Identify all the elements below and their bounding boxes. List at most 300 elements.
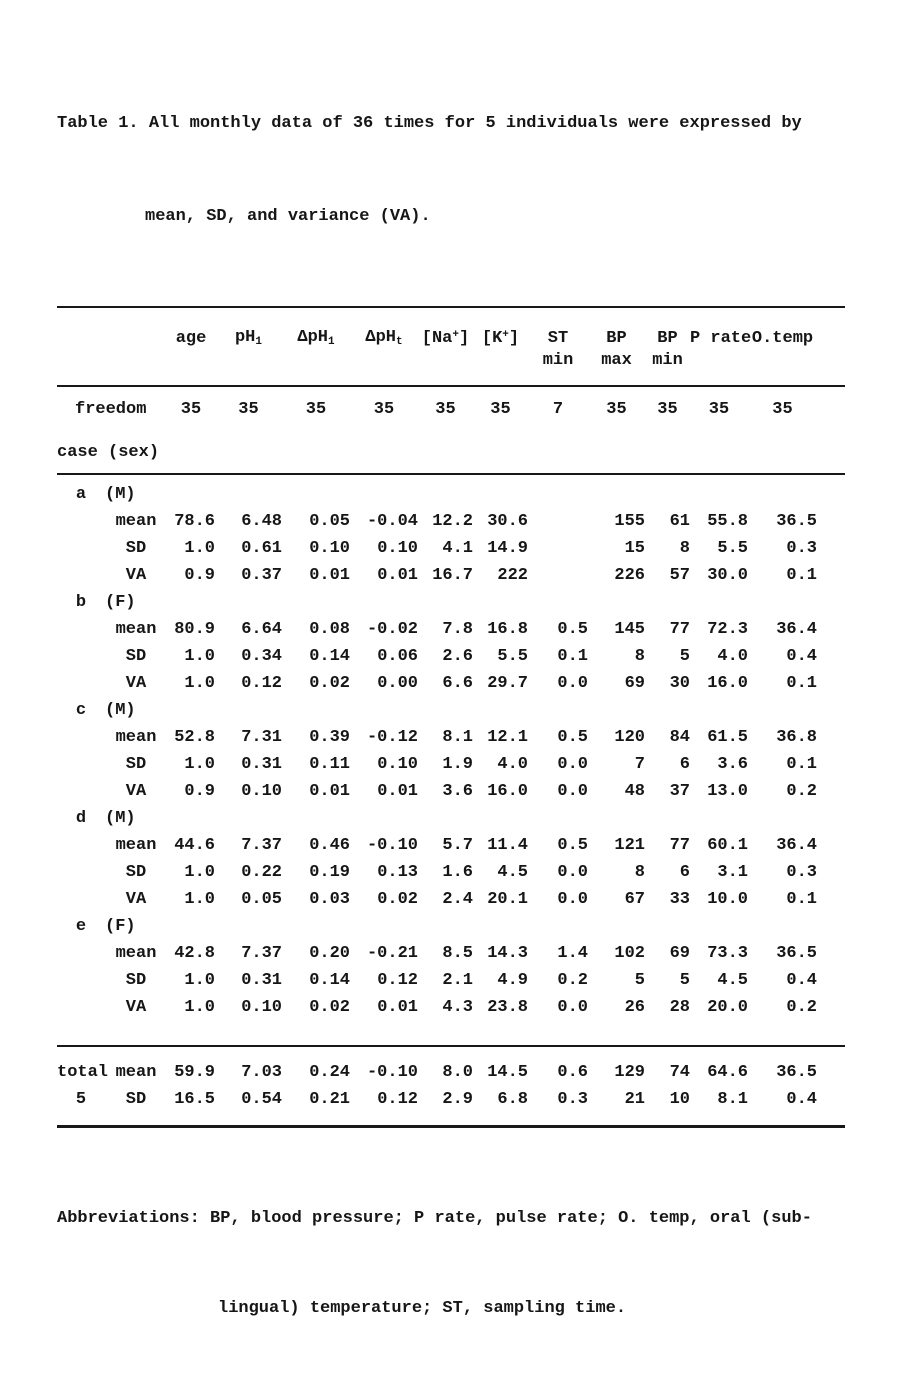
stat-label: VA	[125, 890, 147, 909]
empty-cell	[748, 697, 817, 724]
empty-cell	[57, 535, 105, 562]
case-sex: (M)	[105, 809, 136, 828]
table-cell: 0.10	[241, 998, 282, 1017]
empty-cell	[57, 508, 105, 535]
empty-cell	[473, 589, 528, 616]
table-cell	[528, 562, 588, 589]
col-header-bp-max	[588, 307, 645, 349]
col-header-ph-1	[215, 307, 282, 349]
col-header-subscript: 1	[255, 336, 262, 348]
spacer-cell	[817, 724, 845, 751]
table-cell: 1.0	[184, 539, 215, 558]
table-cell: 4.0	[497, 755, 528, 774]
table-cell: 1.9	[442, 755, 473, 774]
table-cell: 121	[614, 836, 645, 855]
empty-cell	[690, 589, 748, 616]
table-cell: 1.4	[557, 944, 588, 963]
table-cell: 222	[497, 566, 528, 585]
case-letter: c	[75, 701, 87, 720]
table-cell: 0.24	[309, 1063, 350, 1082]
table-cell: 16.0	[707, 674, 748, 693]
table-cell: 4.5	[717, 971, 748, 990]
col-header-p-rate	[690, 307, 752, 349]
col-header-text: P rate	[690, 329, 752, 348]
empty-cell	[57, 886, 105, 913]
total-row	[57, 1086, 845, 1127]
table-cell: 0.39	[309, 728, 350, 747]
empty-cell	[57, 562, 105, 589]
table-cell: 0.3	[557, 1090, 588, 1109]
table-cell: -0.12	[366, 728, 418, 747]
col-header-bp-max-line2: max	[601, 351, 632, 370]
table-cell: 120	[614, 728, 645, 747]
data-table	[57, 306, 845, 1128]
table-cell: 0.2	[786, 782, 817, 801]
col-header-text: O.temp	[751, 329, 814, 348]
table-cell: 8	[634, 863, 645, 882]
table-cell: 36.4	[776, 620, 817, 639]
empty-cell	[57, 967, 105, 994]
empty-cell	[57, 940, 105, 967]
table-cell: 13.0	[707, 782, 748, 801]
freedom-value: 35	[435, 399, 456, 419]
column-header-row-2	[57, 349, 845, 386]
empty-cell	[215, 697, 282, 724]
case-letter: d	[75, 809, 87, 828]
abbreviations-line1: Abbreviations: BP, blood pressure; P rate, pulse rate; O. temp, oral (sub-	[57, 1209, 812, 1228]
stat-row	[57, 616, 845, 643]
empty-cell	[57, 778, 105, 805]
col-header-text: age	[175, 329, 207, 348]
table-cell: 0.02	[309, 674, 350, 693]
table-cell: 30.6	[487, 512, 528, 531]
table-cell: 1.0	[184, 971, 215, 990]
table-cell: 8.1	[442, 728, 473, 747]
spacer-cell	[817, 474, 845, 508]
table-cell: 0.14	[309, 647, 350, 666]
table-cell: 0.9	[184, 782, 215, 801]
table-cell: 4.5	[497, 863, 528, 882]
table-cell: 8.1	[717, 1090, 748, 1109]
table-cell: 14.5	[487, 1063, 528, 1082]
col-header-text: ΔpH	[365, 328, 396, 347]
table-cell: 0.34	[241, 647, 282, 666]
table-cell: 0.46	[309, 836, 350, 855]
empty-cell	[645, 913, 690, 940]
stat-row	[57, 670, 845, 697]
stat-row	[57, 994, 845, 1021]
table-cell: 0.0	[557, 674, 588, 693]
stat-row	[57, 535, 845, 562]
table-cell: 8	[634, 647, 645, 666]
table-cell: 37	[669, 782, 690, 801]
col-header-bp-min-line2: min	[652, 351, 683, 370]
table-cell: 7	[634, 755, 645, 774]
empty-cell	[418, 589, 473, 616]
spacer-cell	[817, 1046, 845, 1086]
empty-cell	[473, 913, 528, 940]
table-cell: 0.10	[309, 539, 350, 558]
table-cell: 84	[669, 728, 690, 747]
table-cell: 0.01	[377, 782, 418, 801]
table-cell: 0.5	[557, 728, 588, 747]
table-cell: 7.03	[241, 1063, 282, 1082]
case-header-row	[57, 589, 845, 616]
empty-cell	[282, 913, 350, 940]
table-cell: 8.0	[442, 1063, 473, 1082]
empty-cell	[418, 805, 473, 832]
table-cell: 0.00	[377, 674, 418, 693]
stat-label: SD	[125, 755, 147, 774]
stat-row	[57, 832, 845, 859]
table-cell: 4.1	[442, 539, 473, 558]
table-cell: 0.08	[309, 620, 350, 639]
col-header-st	[528, 307, 588, 349]
table-cell: 0.0	[557, 998, 588, 1017]
table-cell: 0.61	[241, 539, 282, 558]
table-cell: 0.01	[377, 998, 418, 1017]
col-header-text: ]	[459, 329, 470, 348]
stat-row	[57, 778, 845, 805]
table-cell: 52.8	[174, 728, 215, 747]
table-cell: 5	[679, 971, 690, 990]
empty-cell	[473, 805, 528, 832]
stat-row	[57, 886, 845, 913]
freedom-label: freedom	[75, 399, 147, 419]
freedom-row	[57, 386, 845, 431]
table-cell: 0.05	[309, 512, 350, 531]
empty-cell	[645, 697, 690, 724]
table-cell: -0.10	[366, 836, 418, 855]
empty-cell	[473, 474, 528, 508]
case-header-row	[57, 474, 845, 508]
col-header-na	[418, 307, 473, 349]
table-cell: 0.11	[309, 755, 350, 774]
freedom-value: 7	[552, 399, 564, 419]
empty-cell	[57, 643, 105, 670]
abbreviations-line2: lingual) temperature; ST, sampling time.	[218, 1299, 627, 1318]
empty-cell	[57, 832, 105, 859]
empty-cell	[748, 913, 817, 940]
empty-cell	[282, 697, 350, 724]
total-label: total	[57, 1063, 109, 1082]
empty-cell	[528, 697, 588, 724]
stat-label: mean	[115, 944, 157, 963]
table-cell: 2.1	[442, 971, 473, 990]
col-header-text: ΔpH	[297, 328, 328, 347]
stat-row	[57, 859, 845, 886]
table-cell: 28	[669, 998, 690, 1017]
table-cell: -0.04	[366, 512, 418, 531]
stat-label: VA	[125, 998, 147, 1017]
table-cell: 226	[614, 566, 645, 585]
table-cell: 14.3	[487, 944, 528, 963]
empty-cell	[528, 474, 588, 508]
stat-label: VA	[125, 566, 147, 585]
col-header-delta-ph-1-line2	[282, 349, 350, 386]
table-cell: 0.10	[241, 782, 282, 801]
table-cell: 14.9	[487, 539, 528, 558]
table-cell: 0.4	[786, 1090, 817, 1109]
table-cell: 0.02	[309, 998, 350, 1017]
table-cell: 145	[614, 620, 645, 639]
col-header-superscript: +	[502, 329, 509, 341]
empty-cell	[57, 616, 105, 643]
stat-label: SD	[125, 863, 147, 882]
spacer-row	[57, 1021, 845, 1046]
table-cell: 4.0	[717, 647, 748, 666]
table-cell: 15	[624, 539, 645, 558]
table-cell: 1.0	[184, 674, 215, 693]
table-cell: 7.31	[241, 728, 282, 747]
table-cell: 7.37	[241, 836, 282, 855]
table-cell: 2.6	[442, 647, 473, 666]
table-cell: 3.6	[442, 782, 473, 801]
table-cell: 11.4	[487, 836, 528, 855]
col-header-text: pH	[234, 328, 256, 347]
col-header-age	[167, 307, 215, 349]
col-header-text: [K	[481, 329, 503, 348]
stat-row	[57, 967, 845, 994]
empty-cell	[690, 805, 748, 832]
table-cell: 5.5	[717, 539, 748, 558]
stat-label: VA	[125, 674, 147, 693]
col-header-o-temp-line2	[748, 349, 817, 386]
empty-cell	[215, 913, 282, 940]
table-cell: 0.1	[557, 647, 588, 666]
table-cell: 69	[624, 674, 645, 693]
col-header-text: ST	[547, 329, 569, 348]
empty-cell	[748, 589, 817, 616]
table-cell: 0.6	[557, 1063, 588, 1082]
table-cell: 10.0	[707, 890, 748, 909]
table-cell: 6	[679, 755, 690, 774]
table-cell: 0.12	[377, 1090, 418, 1109]
empty-cell	[57, 859, 105, 886]
empty-cell	[528, 913, 588, 940]
table-cell: 0.14	[309, 971, 350, 990]
table-cell: 0.3	[786, 539, 817, 558]
table-cell: 1.0	[184, 890, 215, 909]
case-sex: (M)	[105, 701, 136, 720]
spacer-cell	[817, 562, 845, 589]
empty-cell	[350, 589, 418, 616]
freedom-value: 35	[606, 399, 627, 419]
table-cell: 0.12	[377, 971, 418, 990]
spacer-cell	[817, 751, 845, 778]
stat-row	[57, 562, 845, 589]
table-cell: 2.4	[442, 890, 473, 909]
case-letter: e	[75, 917, 87, 936]
table-cell: 0.4	[786, 971, 817, 990]
header-spacer	[57, 307, 105, 349]
table-cell: 16.8	[487, 620, 528, 639]
col-header-delta-ph-1	[282, 307, 350, 349]
table-cell: 0.9	[184, 566, 215, 585]
column-header-row	[57, 307, 845, 349]
spacer-cell	[817, 886, 845, 913]
col-header-text: BP	[606, 329, 627, 348]
col-header-ph-1-line2	[215, 349, 282, 386]
table-cell: 0.01	[309, 566, 350, 585]
table-cell: 0.2	[557, 971, 588, 990]
table-cell: 3.1	[717, 863, 748, 882]
table-cell: 0.21	[309, 1090, 350, 1109]
table-cell: 1.0	[184, 863, 215, 882]
empty-cell	[418, 913, 473, 940]
empty-cell	[690, 913, 748, 940]
spacer-cell	[817, 913, 845, 940]
col-header-p-rate-line2	[690, 349, 748, 386]
stat-label: SD	[125, 1090, 147, 1109]
col-header-st-line2: min	[542, 351, 574, 370]
stat-label: mean	[115, 836, 157, 855]
stat-row	[57, 940, 845, 967]
empty-cell	[57, 751, 105, 778]
col-header-delta-ph-t-line2	[350, 349, 418, 386]
spacer-cell	[817, 832, 845, 859]
table-cell: 0.31	[241, 755, 282, 774]
table-cell: 1.0	[184, 647, 215, 666]
header-spacer	[57, 349, 105, 386]
table-cell: 16.7	[432, 566, 473, 585]
spacer-cell	[817, 805, 845, 832]
table-cell: 36.4	[776, 836, 817, 855]
case-header-row	[57, 913, 845, 940]
spacer-cell	[817, 589, 845, 616]
table-cell: 5.5	[497, 647, 528, 666]
empty-cell	[167, 697, 215, 724]
table-cell: 72.3	[707, 620, 748, 639]
table-cell: -0.21	[366, 944, 418, 963]
freedom-value: 35	[708, 399, 730, 419]
empty-cell	[167, 589, 215, 616]
empty-cell	[645, 589, 690, 616]
table-cell: 20.1	[487, 890, 528, 909]
empty-cell	[528, 805, 588, 832]
table-cell: 23.8	[487, 998, 528, 1017]
table-cell: 36.5	[776, 512, 817, 531]
empty-cell	[588, 913, 645, 940]
table-cell: 55.8	[707, 512, 748, 531]
freedom-value: 35	[772, 399, 793, 419]
table-cell: 1.0	[184, 998, 215, 1017]
stat-label: mean	[115, 620, 157, 639]
table-cell: 80.9	[174, 620, 215, 639]
table-cell: 0.13	[377, 863, 418, 882]
table-cell: 10	[669, 1090, 690, 1109]
col-header-superscript: +	[452, 329, 459, 341]
table-cell: 0.10	[377, 539, 418, 558]
total-row	[57, 1046, 845, 1086]
empty-cell	[473, 697, 528, 724]
table-cell: 0.10	[377, 755, 418, 774]
table-cell: 74	[669, 1063, 690, 1082]
empty-cell	[528, 589, 588, 616]
table-cell: 0.2	[786, 998, 817, 1017]
table-cell: 33	[669, 890, 690, 909]
table-cell: 60.1	[707, 836, 748, 855]
empty-cell	[350, 474, 418, 508]
table-cell: 0.1	[786, 566, 817, 585]
table-cell: 0.0	[557, 782, 588, 801]
table-cell: 0.02	[377, 890, 418, 909]
abbreviations-note	[57, 1144, 845, 1384]
table-cell: 0.01	[309, 782, 350, 801]
freedom-value: 35	[657, 399, 678, 419]
col-header-bp-min	[645, 307, 690, 349]
table-cell: 16.0	[487, 782, 528, 801]
table-cell: 3.6	[717, 755, 748, 774]
table-cell: 0.1	[786, 755, 817, 774]
table-cell: 2.9	[442, 1090, 473, 1109]
table-cell: 0.0	[557, 890, 588, 909]
table-cell: 0.03	[309, 890, 350, 909]
empty-cell	[167, 805, 215, 832]
table-cell: 69	[669, 944, 690, 963]
table-cell: 36.5	[776, 1063, 817, 1082]
stat-label: SD	[125, 971, 147, 990]
empty-cell	[418, 697, 473, 724]
spacer-cell	[817, 508, 845, 535]
spacer-cell	[817, 1086, 845, 1127]
table-cell: 64.6	[707, 1063, 748, 1082]
table-cell: 5	[679, 647, 690, 666]
table-cell: 0.5	[557, 620, 588, 639]
case-header-row	[57, 805, 845, 832]
table-cell: 61	[669, 512, 690, 531]
empty-cell	[167, 474, 215, 508]
table-cell: 0.19	[309, 863, 350, 882]
header-spacer	[105, 307, 167, 349]
table-cell: 20.0	[707, 998, 748, 1017]
col-header-age-line2	[167, 349, 215, 386]
table-cell: 0.5	[557, 836, 588, 855]
table-cell: 0.37	[241, 566, 282, 585]
empty-cell	[645, 474, 690, 508]
table-cell: 30	[669, 674, 690, 693]
empty-cell	[748, 805, 817, 832]
spacer-cell	[817, 778, 845, 805]
table-cell: 26	[624, 998, 645, 1017]
table-cell: 7.37	[241, 944, 282, 963]
col-header-text: BP	[657, 329, 678, 348]
freedom-value: 35	[238, 399, 259, 419]
spacer-cell	[57, 1021, 845, 1046]
table-cell: 0.1	[786, 890, 817, 909]
empty-cell	[57, 724, 105, 751]
empty-cell	[215, 805, 282, 832]
col-header-na-line2	[418, 349, 473, 386]
table-cell: 0.0	[557, 863, 588, 882]
table-cell: 0.54	[241, 1090, 282, 1109]
header-spacer	[105, 349, 167, 386]
empty-cell	[588, 697, 645, 724]
table-cell	[528, 508, 588, 535]
table-cell: 36.8	[776, 728, 817, 747]
table-cell: -0.10	[366, 1063, 418, 1082]
empty-cell	[690, 474, 748, 508]
table-cell: 57	[669, 566, 690, 585]
case-sex: (F)	[105, 917, 136, 936]
col-header-k-line2	[473, 349, 528, 386]
table-cell: 61.5	[707, 728, 748, 747]
table-cell: 0.05	[241, 890, 282, 909]
total-label: 5	[75, 1090, 87, 1109]
empty-cell	[645, 805, 690, 832]
stat-label: SD	[125, 539, 147, 558]
table-cell: 16.5	[174, 1090, 215, 1109]
